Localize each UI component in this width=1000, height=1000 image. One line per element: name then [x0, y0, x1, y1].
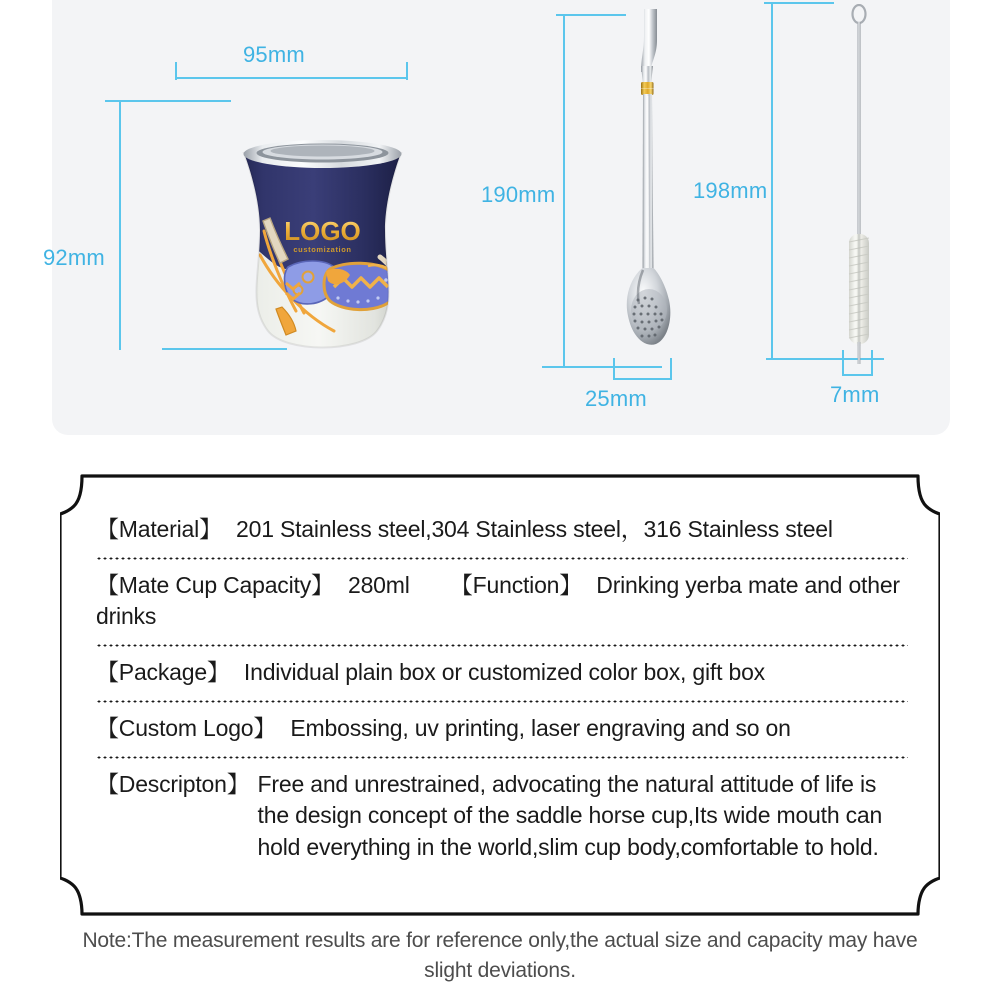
- cup-height-dimension-line: [119, 100, 121, 350]
- spec-row-custom-logo: [96, 703, 908, 756]
- spec-label-capacity: 【Mate Cup Capacity】: [96, 571, 334, 598]
- cup-top-extension-line: [105, 100, 231, 102]
- spec-value-description: Free and unrestrained, advocating the natural attitude of life is the design concept of the saddle horse cup,Its wide mouth can hold everything in the world,slim cup body,comfortable to hold.: [257, 770, 883, 861]
- brush-width-dimension-line: [842, 374, 873, 376]
- brush-length-dimension-line: [771, 2, 773, 360]
- straw-width-label: 25mm: [585, 386, 647, 411]
- straw-width-dimension-line: [613, 378, 672, 380]
- cup-width-label: 95mm: [243, 42, 305, 67]
- spec-label-material: 【Material】: [96, 516, 222, 542]
- spec-row-capacity-function: [96, 560, 908, 644]
- cup-image: [230, 135, 415, 365]
- spec-value-capacity: 280ml: [348, 571, 410, 598]
- spec-label-custom-logo: 【Custom Logo】: [96, 714, 277, 741]
- cup-width-tick-left: [175, 62, 177, 80]
- product-images-panel: [43, 0, 950, 435]
- straw-length-label: 190mm: [481, 182, 556, 207]
- spec-row-package: [96, 647, 908, 700]
- cup-height-label: 92mm: [43, 245, 105, 270]
- spec-row-description: [96, 759, 908, 875]
- spec-value-package: Individual plain box or customized color box, gift box: [243, 659, 765, 686]
- brush-length-label: 198mm: [693, 178, 768, 203]
- brush-svg: [834, 4, 884, 371]
- spec-label-package: 【Package】: [96, 659, 230, 686]
- brush-bristles: [849, 234, 869, 346]
- brush-top-extension-line: [764, 2, 834, 4]
- spec-rows-list: [96, 504, 908, 875]
- cup-width-dimension-line: [175, 77, 408, 79]
- straw-length-dimension-line: [563, 14, 565, 368]
- spec-label-function: 【Function】: [449, 571, 583, 598]
- spec-row-material: [96, 504, 908, 557]
- footer-disclaimer-note: Note:The measurement results are for reference only,the actual size and capacity may have slight deviations.: [82, 929, 918, 982]
- straw-svg: [608, 6, 688, 371]
- brush-image: [834, 4, 884, 371]
- spec-value-material: 201 Stainless steel,304 Stainless steel，316 Stainless steel: [236, 516, 833, 542]
- specification-box: [60, 474, 940, 916]
- cup-logo-subtext: customization: [293, 245, 352, 254]
- cup-logo-text: LOGO: [284, 216, 361, 246]
- spec-value-custom-logo: Embossing, uv printing, laser engraving and so on: [290, 714, 791, 741]
- straw-image: [608, 6, 688, 371]
- brush-width-label: 7mm: [830, 382, 880, 407]
- spec-label-description: 【Descripton】: [96, 770, 250, 797]
- cup-svg: [230, 135, 415, 365]
- spec-value-function: Drinking yerba mate and other drinks: [96, 571, 900, 630]
- cup-width-tick-right: [406, 62, 408, 80]
